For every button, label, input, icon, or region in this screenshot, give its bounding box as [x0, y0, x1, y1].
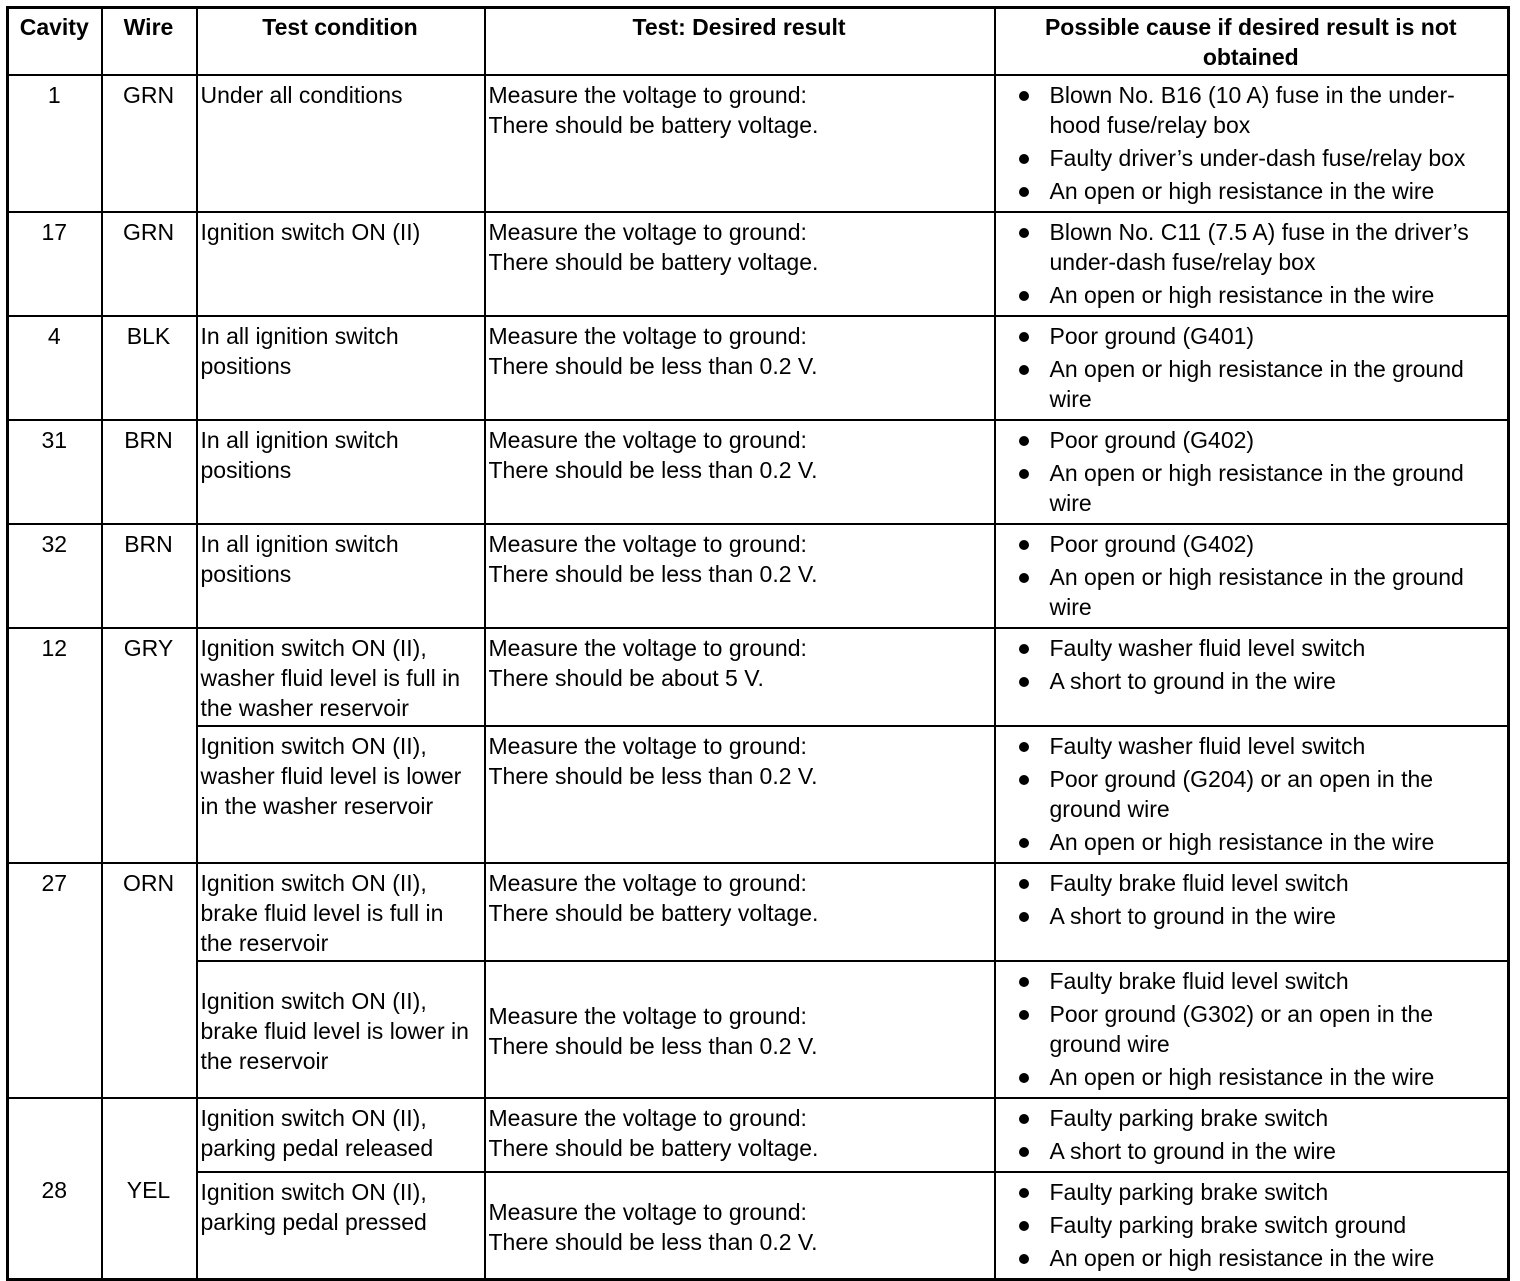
- cause-item: An open or high resistance in the wire: [999, 827, 1504, 857]
- cavity-cell: 12: [8, 628, 102, 863]
- cause-item: A short to ground in the wire: [999, 901, 1504, 931]
- possible-cause-cell: [995, 726, 1509, 863]
- test-condition-cell: Ignition switch ON (II), parking pedal pressed: [197, 1172, 485, 1280]
- cause-list: [999, 966, 1504, 1092]
- cause-list: [999, 425, 1504, 518]
- test-condition-cell: Ignition switch ON (II), brake fluid level is lower in the reservoir: [197, 961, 485, 1098]
- cavity-cell: 4: [8, 316, 102, 420]
- desired-result-cell: [485, 420, 995, 524]
- table-row: [8, 75, 1509, 212]
- cause-item: An open or high resistance in the ground wire: [999, 458, 1504, 518]
- test-condition-cell: Ignition switch ON (II), brake fluid level is full in the reservoir: [197, 863, 485, 961]
- desired-result-cell: [485, 524, 995, 628]
- cause-item: Faulty driver’s under-dash fuse/relay box: [999, 143, 1504, 173]
- result-line: There should be less than 0.2 V.: [488, 1032, 818, 1059]
- cause-item: An open or high resistance in the wire: [999, 280, 1504, 310]
- test-condition-cell: In all ignition switch positions: [197, 316, 485, 420]
- cause-item: An open or high resistance in the wire: [999, 1243, 1504, 1273]
- troubleshooting-sheet: [6, 6, 1507, 1281]
- desired-result-cell: [485, 628, 995, 726]
- connector-test-table: [6, 6, 1510, 1281]
- result-line: Measure the voltage to ground:: [488, 531, 807, 557]
- result-line: Measure the voltage to ground:: [488, 323, 807, 349]
- test-condition-cell: Under all conditions: [197, 75, 485, 212]
- cause-item: Poor ground (G402): [999, 529, 1504, 559]
- wire-cell: ORN: [102, 863, 197, 1098]
- cause-list: [999, 217, 1504, 310]
- desired-result-cell: [485, 961, 995, 1098]
- cause-item: Blown No. B16 (10 A) fuse in the under-hood fuse/relay box: [999, 80, 1504, 140]
- wire-cell: BLK: [102, 316, 197, 420]
- table-row: [8, 863, 1509, 961]
- cause-item: Poor ground (G204) or an open in the ground wire: [999, 764, 1504, 824]
- desired-result-cell: [485, 863, 995, 961]
- possible-cause-cell: [995, 961, 1509, 1098]
- test-condition-cell: Ignition switch ON (II), washer fluid level is lower in the washer reservoir: [197, 726, 485, 863]
- cause-item: Faulty washer fluid level switch: [999, 731, 1504, 761]
- desired-result-cell: [485, 316, 995, 420]
- possible-cause-cell: [995, 75, 1509, 212]
- table-row: [8, 420, 1509, 524]
- wire-cell: GRN: [102, 75, 197, 212]
- desired-result-cell: [485, 1172, 995, 1280]
- result-line: There should be less than 0.2 V.: [488, 1228, 818, 1255]
- cause-item: A short to ground in the wire: [999, 1136, 1504, 1166]
- table-row: [8, 726, 1509, 863]
- cavity-cell: 32: [8, 524, 102, 628]
- test-condition-cell: Ignition switch ON (II), parking pedal released: [197, 1098, 485, 1172]
- result-line: Measure the voltage to ground:: [488, 1105, 807, 1131]
- result-line: There should be less than 0.2 V.: [488, 561, 818, 587]
- test-condition-cell: In all ignition switch positions: [197, 524, 485, 628]
- possible-cause-cell: [995, 1098, 1509, 1172]
- cause-item: Faulty brake fluid level switch: [999, 868, 1504, 898]
- result-line: Measure the voltage to ground:: [488, 1198, 807, 1225]
- table-row: [8, 212, 1509, 316]
- possible-cause-cell: [995, 628, 1509, 726]
- possible-cause-cell: [995, 524, 1509, 628]
- result-line: Measure the voltage to ground:: [488, 427, 807, 453]
- cause-item: Faulty parking brake switch: [999, 1177, 1504, 1207]
- desired-result-cell: [485, 1098, 995, 1172]
- result-line: There should be less than 0.2 V.: [488, 353, 818, 379]
- wire-cell: GRN: [102, 212, 197, 316]
- cause-list: [999, 529, 1504, 622]
- result-line: There should be less than 0.2 V.: [488, 457, 818, 483]
- cause-item: An open or high resistance in the ground wire: [999, 562, 1504, 622]
- possible-cause-cell: [995, 316, 1509, 420]
- cause-item: Faulty washer fluid level switch: [999, 633, 1504, 663]
- cavity-cell: 1: [8, 75, 102, 212]
- result-line: Measure the voltage to ground:: [488, 870, 807, 896]
- header-wire: Wire: [102, 8, 197, 76]
- desired-result-cell: [485, 212, 995, 316]
- wire-cell: GRY: [102, 628, 197, 863]
- result-line: Measure the voltage to ground:: [488, 82, 807, 108]
- wire-cell: YEL: [102, 1098, 197, 1280]
- cause-list: [999, 868, 1504, 931]
- cavity-cell: 28: [8, 1098, 102, 1280]
- test-condition-cell: In all ignition switch positions: [197, 420, 485, 524]
- result-line: Measure the voltage to ground:: [488, 635, 807, 661]
- table-row: [8, 1172, 1509, 1280]
- table-row: [8, 524, 1509, 628]
- result-line: There should be battery voltage.: [488, 249, 819, 275]
- cavity-cell: 27: [8, 863, 102, 1098]
- cause-item: A short to ground in the wire: [999, 666, 1504, 696]
- result-line: There should be battery voltage.: [488, 1135, 819, 1161]
- possible-cause-cell: [995, 863, 1509, 961]
- cause-item: Faulty parking brake switch ground: [999, 1210, 1504, 1240]
- cavity-cell: 31: [8, 420, 102, 524]
- cause-list: [999, 321, 1504, 414]
- cause-item: An open or high resistance in the wire: [999, 1062, 1504, 1092]
- cause-item: Blown No. C11 (7.5 A) fuse in the driver’s under-dash fuse/relay box: [999, 217, 1504, 277]
- possible-cause-cell: [995, 212, 1509, 316]
- header-test-condition: Test condition: [197, 8, 485, 76]
- header-desired-result: Test: Desired result: [485, 8, 995, 76]
- cause-item: Poor ground (G401): [999, 321, 1504, 351]
- result-line: There should be about 5 V.: [488, 665, 764, 691]
- cause-item: Faulty brake fluid level switch: [999, 966, 1504, 996]
- table-body: [8, 75, 1509, 1280]
- desired-result-cell: [485, 75, 995, 212]
- cause-item: Faulty parking brake switch: [999, 1103, 1504, 1133]
- header-possible-cause: Possible cause if desired result is not obtained: [995, 8, 1509, 76]
- table-row: [8, 628, 1509, 726]
- result-line: There should be battery voltage.: [488, 900, 819, 926]
- table-row: [8, 961, 1509, 1098]
- header-cavity: Cavity: [8, 8, 102, 76]
- cavity-cell: 17: [8, 212, 102, 316]
- cause-list: [999, 1103, 1504, 1166]
- cause-list: [999, 80, 1504, 206]
- possible-cause-cell: [995, 1172, 1509, 1280]
- desired-result-cell: [485, 726, 995, 863]
- result-line: Measure the voltage to ground:: [488, 1002, 807, 1029]
- cause-list: [999, 633, 1504, 696]
- cause-list: [999, 731, 1504, 857]
- wire-cell: BRN: [102, 420, 197, 524]
- table-row: [8, 1098, 1509, 1172]
- cause-item: An open or high resistance in the wire: [999, 176, 1504, 206]
- result-line: There should be less than 0.2 V.: [488, 763, 818, 789]
- test-condition-cell: Ignition switch ON (II): [197, 212, 485, 316]
- table-row: [8, 316, 1509, 420]
- header-row: [8, 8, 1509, 76]
- result-line: Measure the voltage to ground:: [488, 219, 807, 245]
- result-line: There should be battery voltage.: [488, 112, 819, 138]
- cause-item: Poor ground (G302) or an open in the ground wire: [999, 999, 1504, 1059]
- possible-cause-cell: [995, 420, 1509, 524]
- result-line: Measure the voltage to ground:: [488, 733, 807, 759]
- test-condition-cell: Ignition switch ON (II), washer fluid level is full in the washer reservoir: [197, 628, 485, 726]
- cause-item: An open or high resistance in the ground wire: [999, 354, 1504, 414]
- cause-list: [999, 1177, 1504, 1273]
- cause-item: Poor ground (G402): [999, 425, 1504, 455]
- wire-cell: BRN: [102, 524, 197, 628]
